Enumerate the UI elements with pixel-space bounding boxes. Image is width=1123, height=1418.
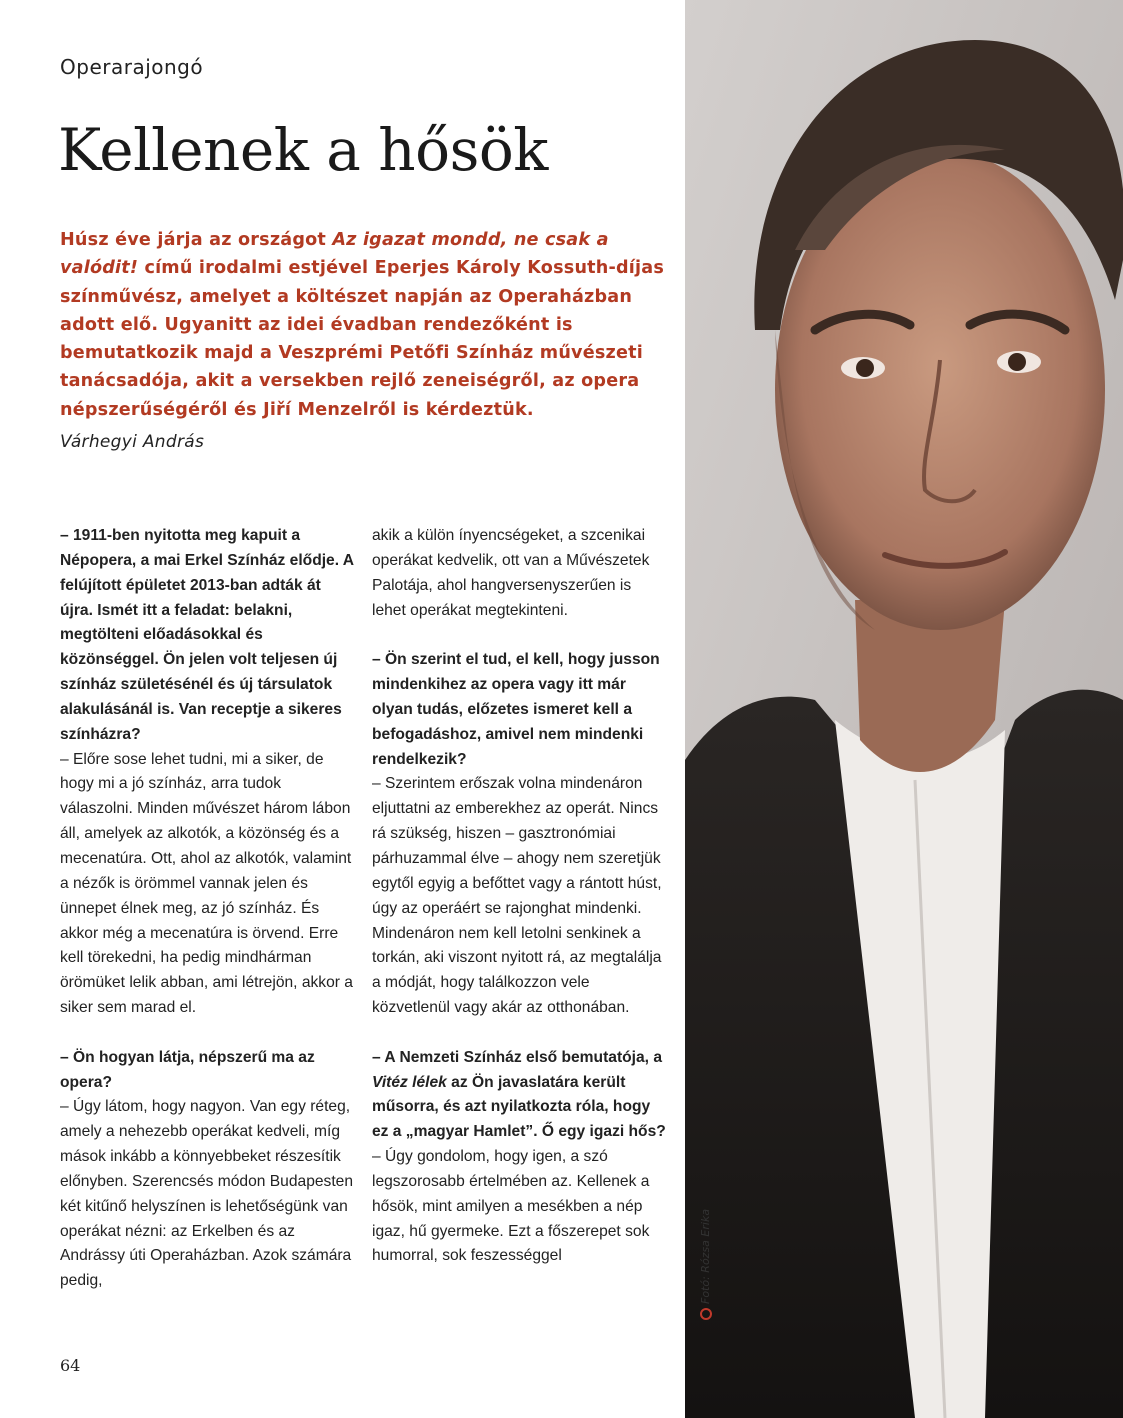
answer-3: – Szerintem erőszak volna mindenáron eljuttatni az emberekhez az operát. Nincs rá szükség, hiszen – gasztronómiai párhuzammal élve – ahogy nem szeretjük egytől egyig a befőttet vagy a rántott húst, úgy az operáért se rajonghat mindenki. Mindenáron nem kell letolni senkinek a torkán, aki viszont nyitott rá, az megtalálja a módját, hogy találkozzon vele közvetlenül vagy akár az otthonában. [372,775,662,1017]
author-byline: Várhegyi András [60,432,205,452]
lead-italic-title: Az igazat mondd, ne csak a valódit! [60,230,609,279]
article-title: Kellenek a hősök [58,116,548,184]
section-label: Operarajongó [60,55,204,79]
question-2: – Ön hogyan látja, népszerű ma az opera? [60,1048,315,1091]
portrait-photo [685,0,1123,1418]
lead-paragraph [60,226,670,424]
question-1: – 1911-ben nyitotta meg kapuit a Népopera, a mai Erkel Színház elődje. A felújított épületet 2013-ban adták át újra. Ismét itt a feladat: belakni, megtölteni előadásokkal és közönséggel. Ön jelen volt teljesen új színház születésénél és új társulatok alakulásánál is. Van receptje a sikeres színházra? [60,527,354,743]
credit-circle-icon [700,1308,712,1320]
page-number: 64 [60,1356,81,1375]
portrait-illustration [685,0,1123,1418]
answer-1: – Előre sose lehet tudni, mi a siker, de hogy mi a jó színház, arra tudok válaszolni. Minden művészet három lábon áll, amelyek az alkotók, a közönség és a mecenatúra. Ott, ahol az alkotók, valamint a nézők is örömmel vannak jelen és ünnepet élnek meg, az jó színház. És akkor még a mecenatúra is örvend. Erre kell törekedni, ha pedig mindhárman örömüket lelik abban, ami létrejön, akkor a siker sem marad el. [60,750,353,1017]
question-4: – A Nemzeti Színház első bemutatója, a Vitéz lélek az Ön javaslatára került műsorra, és azt nyilatkozta róla, hogy ez a „magyar Hamlet”. Ő egy igazi hős? [372,1048,666,1141]
answer-2-continued: akik a külön ínyencségeket, a szcenikai operákat kedvelik, ott van a Művészetek Palotája, ahol hangversenyszerűen is lehet operákat megtekinteni. [372,527,650,619]
text-column-left [60,524,355,1294]
text-column-right [372,524,667,1269]
play-title-italic: Vitéz lélek [372,1073,447,1091]
question-3: – Ön szerint el tud, el kell, hogy jusson mindenkihez az opera vagy itt már olyan tudás, előzetes ismeret kell a befogadáshoz, amivel nem mindenki rendelkezik? [372,651,660,768]
answer-2: – Úgy látom, hogy nagyon. Van egy réteg, amely a nehezebb operákat kedveli, míg mások inkább a könnyebbeket részesítik előnyben. Szerencsés módon Budapesten két kitűnő helyszínen is lehetőségünk van operákat nézni: az Erkelben és az Andrássy úti Operaházban. Azok számára pedig, [60,1098,354,1290]
lead-text-cont: című irodalmi estjével Eperjes Károly Kossuth-díjas színművész, amelyet a költészet napján az Operaházban adott elő. Ugyanitt az idei évadban rendezőként is bemutatkozik majd a Veszprémi Petőfi Színház művészeti tanácsadója, akit a versekben rejlő zeneiségről, az opera népszerűségéről és Jiří Menzelről is kérdeztük. [60,258,665,420]
lead-text: Húsz éve járja az országot [60,230,333,250]
answer-4: – Úgy gondolom, hogy igen, a szó legszorosabb értelmében az. Kellenek a hősök, mint amilyen a mesékben a nép igaz, hű gyermeke. Ezt a főszerepet sok humorral, sok feszességgel [372,1148,650,1265]
photo-credit: Fotó: Rózsa Erika [699,1209,712,1320]
